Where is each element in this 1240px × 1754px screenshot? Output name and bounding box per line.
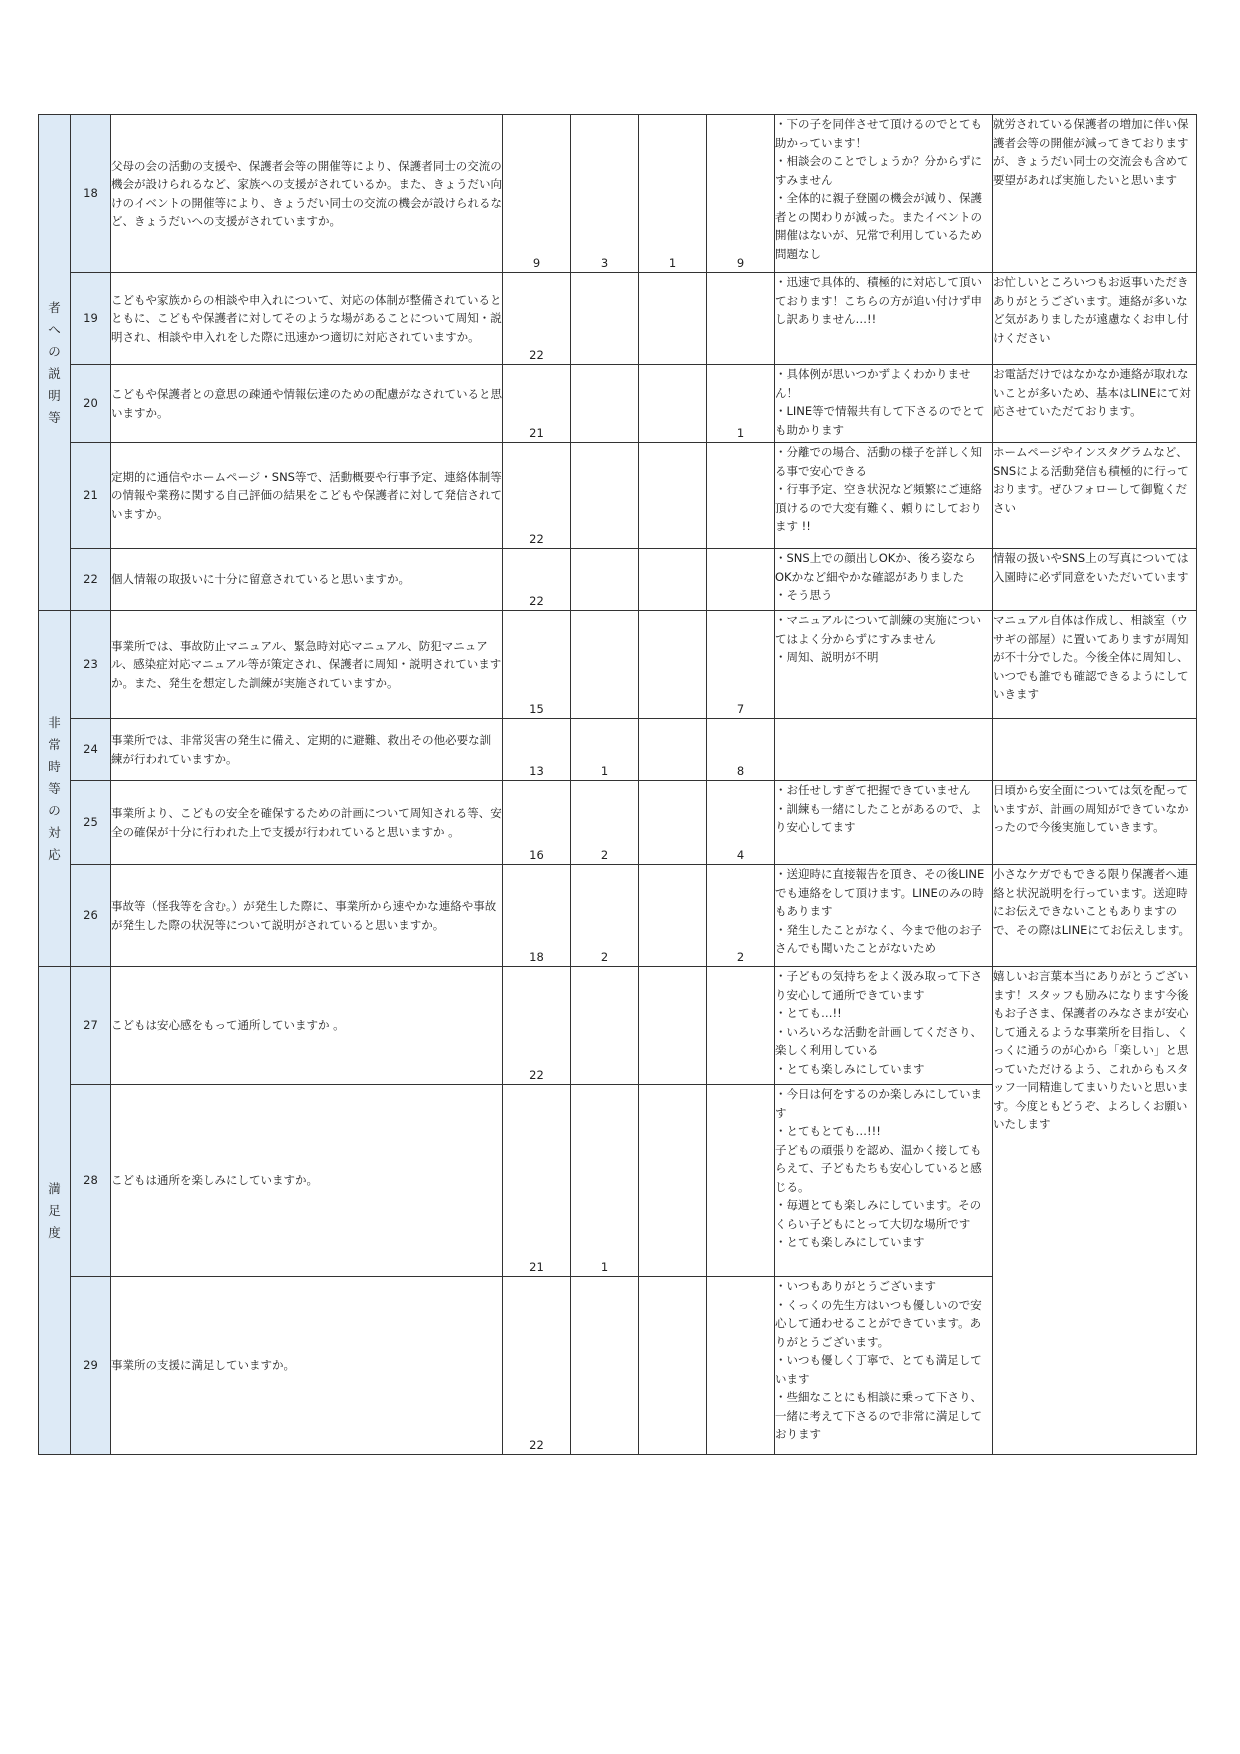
evaluation-table: [38, 114, 1197, 1455]
table-row: [39, 967, 1197, 1085]
facility-response: お電話だけではなかなか連絡が取れないことが多いため、基本はLINEにて対応させていただております。: [993, 365, 1197, 443]
item-number: 23: [71, 611, 111, 719]
question-text: こどもや保護者との意思の疎通や情報伝達のための配慮がなされていると思いますか。: [111, 365, 503, 443]
count-somewhat: [571, 967, 639, 1085]
count-somewhat: [571, 611, 639, 719]
item-number: 19: [71, 273, 111, 365]
parent-comments: [775, 443, 993, 549]
parent-comments: [775, 967, 993, 1085]
count-no: [639, 549, 707, 611]
count-somewhat: 2: [571, 781, 639, 865]
count-no: [639, 967, 707, 1085]
category-cell: [39, 611, 71, 967]
count-unknown: 4: [707, 781, 775, 865]
comment-line: ・全体的に親子登園の機会が減り、保護者との関わりが減った。またイベントの開催はないが、兄常で利用しているため問題なし: [775, 191, 982, 261]
item-number: 26: [71, 865, 111, 967]
comment-line: 子どもの頑張りを認め、温かく接してもらえて、子どもたちも安心していると感じる。: [775, 1142, 982, 1194]
table-row: [39, 865, 1197, 967]
count-somewhat: 2: [571, 865, 639, 967]
parent-comments: [775, 1277, 993, 1455]
count-no: [639, 781, 707, 865]
count-no: [639, 365, 707, 443]
count-no: [639, 611, 707, 719]
count-unknown: [707, 273, 775, 365]
comment-line: ・SNS上での顔出しOKか、後ろ姿ならOKかなど細やかな確認がありました: [775, 551, 976, 584]
count-yes: 18: [503, 865, 571, 967]
count-unknown: 9: [707, 115, 775, 273]
category-cell: [39, 115, 71, 611]
question-text: 事業所より、こどもの安全を確保するための計画について周知される等、安全の確保が十分に行われた上で支援が行われていると思いますか 。: [111, 781, 503, 865]
table-row: [39, 611, 1197, 719]
item-number: 20: [71, 365, 111, 443]
count-yes: 15: [503, 611, 571, 719]
item-number: 22: [71, 549, 111, 611]
item-number: 21: [71, 443, 111, 549]
count-yes: 21: [503, 1085, 571, 1277]
item-number: 25: [71, 781, 111, 865]
facility-response: 嬉しいお言葉本当にありがとうございます！スタッフも励みになります今後もお子さま、保護者のみなさまが安心して通えるような事業所を目指し、くっくに通うのが心から「楽しい」と思っていただけるよう、これからもスタッフ一同精進してまいりたいと思います。今度ともどうぞ、よろしくお願いいたします: [993, 967, 1197, 1455]
count-somewhat: [571, 1277, 639, 1455]
count-somewhat: 1: [571, 1085, 639, 1277]
facility-response: 情報の扱いやSNS上の写真については入園時に必ず同意をいただいています: [993, 549, 1197, 611]
comment-line: ・発生したことがなく、今まで他のお子さんでも聞いたことがないため: [775, 922, 982, 955]
parent-comments: [775, 273, 993, 365]
parent-comments: [775, 549, 993, 611]
count-somewhat: [571, 273, 639, 365]
question-text: こどもや家族からの相談や申入れについて、対応の体制が整備されているとともに、こどもや保護者に対してそのような場があることについて周知・説明され、相談や申入れをした際に迅速かつ適切に対応されていますか。: [111, 273, 503, 365]
count-yes: 22: [503, 1277, 571, 1455]
parent-comments: [775, 781, 993, 865]
count-no: [639, 719, 707, 781]
table-row: [39, 549, 1197, 611]
count-unknown: 7: [707, 611, 775, 719]
count-unknown: [707, 1277, 775, 1455]
count-unknown: 2: [707, 865, 775, 967]
comment-line: ・いつもありがとうございます: [775, 1279, 936, 1293]
item-number: 27: [71, 967, 111, 1085]
table-row: [39, 365, 1197, 443]
facility-response: 日頃から安全面については気を配っていますが、計画の周知ができていなかったので今後実施していきます。: [993, 781, 1197, 865]
comment-line: ・送迎時に直接報告を頂き、その後LINEでも連絡をして頂けます。LINEのみの時もあります: [775, 867, 985, 918]
comment-line: ・とても…!!: [775, 1006, 842, 1020]
category-label: 者への説明等: [48, 299, 61, 425]
parent-comments: [775, 611, 993, 719]
item-number: 28: [71, 1085, 111, 1277]
comment-line: ・くっくの先生方はいつも優しいので安心して通わせることができています。ありがとうございます。: [775, 1297, 982, 1349]
count-somewhat: [571, 365, 639, 443]
comment-line: ・とても楽しみにしています: [775, 1235, 925, 1249]
count-no: [639, 273, 707, 365]
facility-response: 小さなケガでもできる限り保護者へ連絡と状況説明を行っています。送迎時にお伝えできないこともありますので、その際はLINEにてお伝えします。: [993, 865, 1197, 967]
question-text: 定期的に通信やホームページ・SNS等で、活動概要や行事予定、連絡体制等の情報や業務に関する自己評価の結果をこどもや保護者に対して発信されていますか。: [111, 443, 503, 549]
comment-line: ・些細なことにも相談に乗って下さり、一緒に考えて下さるので非常に満足しております: [775, 1390, 982, 1441]
count-no: [639, 865, 707, 967]
comment-line: ・下の子を同伴させて頂けるのでとても助かっています！: [775, 117, 982, 150]
count-yes: 16: [503, 781, 571, 865]
comment-line: ・行事予定、空き状況など頻繁にご連絡頂けるので大変有難く、頼りにしております !!: [775, 482, 982, 533]
item-number: 29: [71, 1277, 111, 1455]
comment-line: ・いろいろな活動を計画してくださり、楽しく利用している: [775, 1024, 982, 1057]
parent-comments: [775, 719, 993, 781]
count-unknown: [707, 967, 775, 1085]
comment-line: ・迅速で具体的、積極的に対応して頂いております！こちらの方が追い付けず申し訳ありません…!!: [775, 275, 982, 326]
question-text: 事故等（怪我等を含む。）が発生した際に、事業所から速やかな連絡や事故が発生した際の状況等について説明がされていると思いますか。: [111, 865, 503, 967]
item-number: 24: [71, 719, 111, 781]
count-yes: 22: [503, 967, 571, 1085]
table-row: [39, 781, 1197, 865]
count-yes: 21: [503, 365, 571, 443]
category-label: 満足度: [48, 1180, 61, 1240]
comment-line: ・子どもの気持ちをよく汲み取って下さり安心して通所できています: [775, 969, 982, 1002]
count-somewhat: 1: [571, 719, 639, 781]
count-somewhat: 3: [571, 115, 639, 273]
count-unknown: 1: [707, 365, 775, 443]
count-no: [639, 1277, 707, 1455]
table-row: [39, 719, 1197, 781]
question-text: こどもは安心感をもって通所していますか 。: [111, 967, 503, 1085]
count-somewhat: [571, 443, 639, 549]
question-text: 父母の会の活動の支援や、保護者会等の開催等により、保護者同士の交流の機会が設けられるなど、家族への支援がされているか。また、きょうだい向けのイベントの開催等により、きょうだい同士の交流の機会が設けられるなど、きょうだいへの支援がされていますか。: [111, 115, 503, 273]
comment-line: ・訓練も一緒にしたことがあるので、より安心してます: [775, 801, 982, 834]
table-row: [39, 115, 1197, 273]
question-text: 事業所では、非常災害の発生に備え、定期的に避難、救出その他必要な訓練が行われていますか。: [111, 719, 503, 781]
facility-response: 就労されている保護者の増加に伴い保護者会等の開催が減ってきておりますが、きょうだい同士の交流会も含めて要望があれば実施したいと思います: [993, 115, 1197, 273]
comment-line: ・分離での場合、活動の様子を詳しく知る事で安心できる: [775, 445, 982, 478]
comment-line: ・お任せしすぎて把握できていません: [775, 783, 971, 797]
comment-line: ・相談会のことでしょうか？分からずにすみません: [775, 154, 982, 187]
facility-response: マニュアル自体は作成し、相談室（ウサギの部屋）に置いてありますが周知が不十分でした。今後全体に周知し、いつでも誰でも確認できるようにしていきます: [993, 611, 1197, 719]
count-yes: 9: [503, 115, 571, 273]
comment-line: ・いつも優しく丁寧で、とても満足しています: [775, 1353, 982, 1386]
count-yes: 22: [503, 549, 571, 611]
question-text: こどもは通所を楽しみにしていますか。: [111, 1085, 503, 1277]
comment-line: ・今日は何をするのか楽しみにしています: [775, 1087, 982, 1120]
count-somewhat: [571, 549, 639, 611]
comment-line: ・とてもとても…!!!: [775, 1124, 881, 1138]
count-unknown: 8: [707, 719, 775, 781]
count-no: [639, 443, 707, 549]
parent-comments: [775, 1085, 993, 1277]
question-text: 事業所の支援に満足していますか。: [111, 1277, 503, 1455]
table-row: [39, 273, 1197, 365]
question-text: 個人情報の取扱いに十分に留意されていると思いますか。: [111, 549, 503, 611]
facility-response: [993, 719, 1197, 781]
question-text: 事業所では、事故防止マニュアル、緊急時対応マニュアル、防犯マニュアル、感染症対応マニュアル等が策定され、保護者に周知・説明されていますか。また、発生を想定した訓練が実施されていますか。: [111, 611, 503, 719]
facility-response: お忙しいところいつもお返事いただきありがとうございます。連絡が多いなど気がありましたが遠慮なくお申し付けください: [993, 273, 1197, 365]
count-yes: 13: [503, 719, 571, 781]
category-cell: [39, 967, 71, 1455]
category-label: 非常時等の対応: [48, 714, 61, 862]
parent-comments: [775, 365, 993, 443]
comment-line: ・マニュアルについて訓練の実施についてはよく分からずにすみません: [775, 613, 982, 646]
comment-line: ・周知、説明が不明: [775, 650, 879, 664]
item-number: 18: [71, 115, 111, 273]
parent-comments: [775, 115, 993, 273]
count-yes: 22: [503, 273, 571, 365]
comment-line: ・そう思う: [775, 588, 833, 602]
facility-response: ホームページやインスタグラムなど、SNSによる活動発信も積極的に行っております。ぜひフォローして御覧ください: [993, 443, 1197, 549]
count-unknown: [707, 443, 775, 549]
comment-line: ・とても楽しみにしています: [775, 1061, 925, 1076]
count-no: 1: [639, 115, 707, 273]
count-unknown: [707, 549, 775, 611]
table-row: [39, 443, 1197, 549]
count-yes: 22: [503, 443, 571, 549]
comment-line: ・LINE等で情報共有して下さるのでとても助かります: [775, 404, 985, 437]
count-no: [639, 1085, 707, 1277]
comment-line: ・毎週とても楽しみにしています。そのくらい子どもにとって大切な場所です: [775, 1198, 982, 1231]
parent-comments: [775, 865, 993, 967]
count-unknown: [707, 1085, 775, 1277]
comment-line: ・具体例が思いつかずよくわかりません！: [775, 367, 971, 400]
